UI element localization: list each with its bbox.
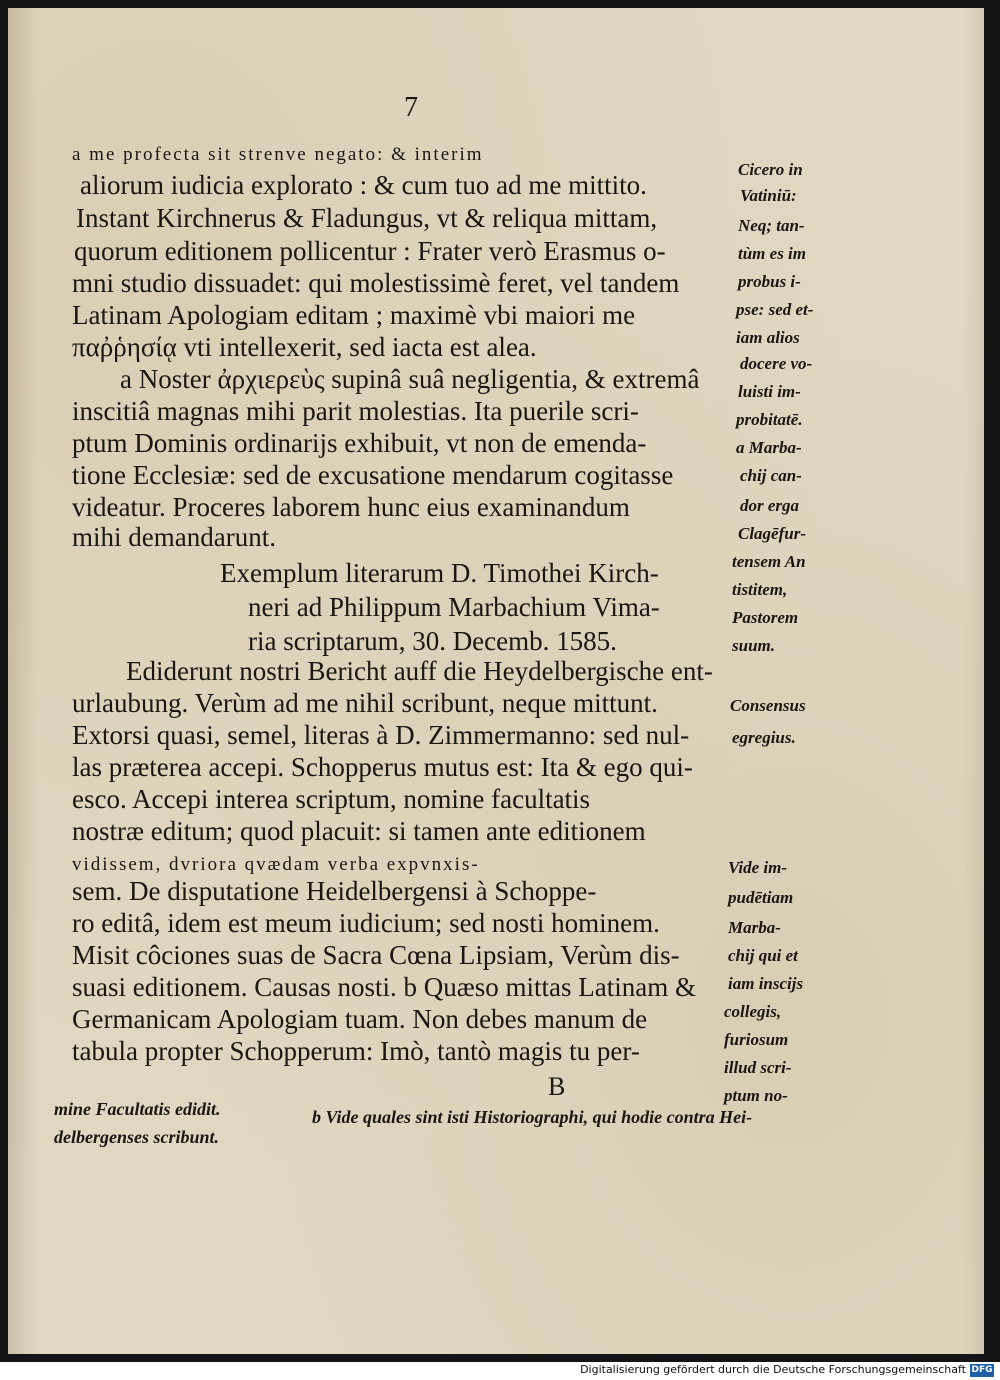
margin-note-19: Consensus xyxy=(730,696,806,715)
footnote-line-3: b Vide quales sint isti Historiographi, qui hodie contra Hei- xyxy=(312,1107,753,1127)
margin-note-18: suum. xyxy=(732,636,775,655)
text-line-25: ro editâ, idem est meum iudicium; sed nosti hominem. xyxy=(72,908,660,938)
heading-line-2: neri ad Philippum Marbachium Vima- xyxy=(248,592,660,622)
page-number: 7 xyxy=(404,92,418,123)
margin-note-10: probitatē. xyxy=(736,410,803,429)
footnote-line-2: delbergenses scribunt. xyxy=(54,1127,220,1147)
text-line-29: tabula propter Schopperum: Imò, tantò magis tu per- xyxy=(72,1036,640,1066)
margin-note-9: luisti im- xyxy=(738,382,801,401)
margin-note-25: iam inscijs xyxy=(728,974,804,993)
text-line-21: esco. Accepi interea scriptum, nomine facultatis xyxy=(72,784,591,814)
text-line-12: videatur. Proceres laborem hunc eius examinandum xyxy=(72,492,630,522)
margin-note-29: ptum no- xyxy=(724,1086,788,1105)
text-line-11: tione Ecclesiæ: sed de excusatione mendarum cogitasse xyxy=(72,460,674,490)
heading-line-1: Exemplum literarum D. Timothei Kirch- xyxy=(220,558,659,588)
text-line-6: Latinam Apologiam editam ; maximè vbi maiori me xyxy=(72,300,636,330)
text-line-8: a Noster ἀρχιερεὺς supinâ suâ negligentia, & extremâ xyxy=(120,364,700,394)
text-line-4: quorum editionem pollicentur : Frater verò Erasmus o- xyxy=(74,236,666,266)
margin-note-14: Clagēfur- xyxy=(738,524,806,543)
text-line-5: mni studio dissuadet: qui molestissimè feret, vel tandem xyxy=(72,268,680,298)
margin-note-8: docere vo- xyxy=(740,354,813,373)
text-line-2: aliorum iudicia explorato : & cum tuo ad me mittito. xyxy=(80,170,647,200)
margin-note-13: dor erga xyxy=(740,496,800,515)
margin-note-22: pudētiam xyxy=(728,888,794,907)
margin-note-20: egregius. xyxy=(732,728,796,747)
text-line-10: ptum Dominis ordinarijs exhibuit, vt non de emenda- xyxy=(72,428,647,458)
margin-note-6: pse: sed et- xyxy=(736,300,814,319)
margin-note-24: chij qui et xyxy=(728,946,798,965)
text-line-19: Extorsi quasi, semel, literas à D. Zimmermanno: sed nul- xyxy=(72,720,690,750)
margin-note-28: illud scri- xyxy=(724,1058,792,1077)
margin-note-7: iam alios xyxy=(736,328,800,347)
text-line-27: suasi editionem. Causas nosti. b Quæso mittas Latinam & xyxy=(72,972,696,1002)
text-line-9: inscitiâ magnas mihi parit molestias. Ita puerile scri- xyxy=(72,396,639,426)
margin-note-3: Neq; tan- xyxy=(738,216,805,235)
text-line-24: sem. De disputatione Heidelbergensi à Schoppe- xyxy=(72,876,597,906)
margin-note-23: Marba- xyxy=(728,918,781,937)
margin-note-4: tùm es im xyxy=(738,244,807,263)
text-line-28: Germanicam Apologiam tuam. Non debes manum de xyxy=(72,1004,648,1034)
scanned-page xyxy=(8,8,984,1354)
signature-mark: B xyxy=(548,1072,566,1101)
margin-note-26: collegis, xyxy=(724,1002,782,1021)
margin-note-12: chij can- xyxy=(740,466,802,485)
text-line-18: urlaubung. Verùm ad me nihil scribunt, neque mittunt. xyxy=(72,688,658,718)
text-line-23: vidissem, dvriora qvædam verba expvnxis- xyxy=(72,854,480,875)
text-line-26: Misit côciones suas de Sacra Cœna Lipsiam, Verùm dis- xyxy=(72,940,680,970)
digitization-footer xyxy=(0,1362,1000,1380)
text-line-20: las præterea accepi. Schopperus mutus est: Ita & ego qui- xyxy=(72,752,693,782)
margin-note-1: Cicero in xyxy=(738,160,803,179)
dfg-logo: DFG xyxy=(971,1365,993,1375)
margin-note-17: Pastorem xyxy=(732,608,799,627)
margin-note-2: Vatiniū: xyxy=(740,186,797,205)
text-line-13: mihi demandarunt. xyxy=(72,522,276,552)
margin-note-5: probus i- xyxy=(738,272,801,291)
text-line-1: a me profecta sit strenve negato: & interim xyxy=(72,144,484,165)
margin-note-27: furiosum xyxy=(724,1030,789,1049)
margin-note-21: Vide im- xyxy=(728,858,788,877)
margin-note-11: a Marba- xyxy=(736,438,802,457)
footer-text: Digitalisierung gefördert durch die Deutsche Forschungsgemeinschaft xyxy=(580,1363,966,1376)
text-line-17: Ediderunt nostri Bericht auff die Heydelbergische ent- xyxy=(126,656,713,686)
text-line-22: nostræ editum; quod placuit: si tamen ante editionem xyxy=(72,816,646,846)
margin-note-16: tistitem, xyxy=(732,580,788,599)
margin-note-15: tensem An xyxy=(732,552,806,571)
footnote-line-1: mine Facultatis edidit. xyxy=(54,1099,221,1119)
heading-line-3: ria scriptarum, 30. Decemb. 1585. xyxy=(248,626,617,656)
text-line-3: Instant Kirchnerus & Fladungus, vt & reliqua mittam, xyxy=(76,203,658,233)
text-line-7: παῤῥησίᾳ vti intellexerit, sed iacta est alea. xyxy=(72,332,537,362)
